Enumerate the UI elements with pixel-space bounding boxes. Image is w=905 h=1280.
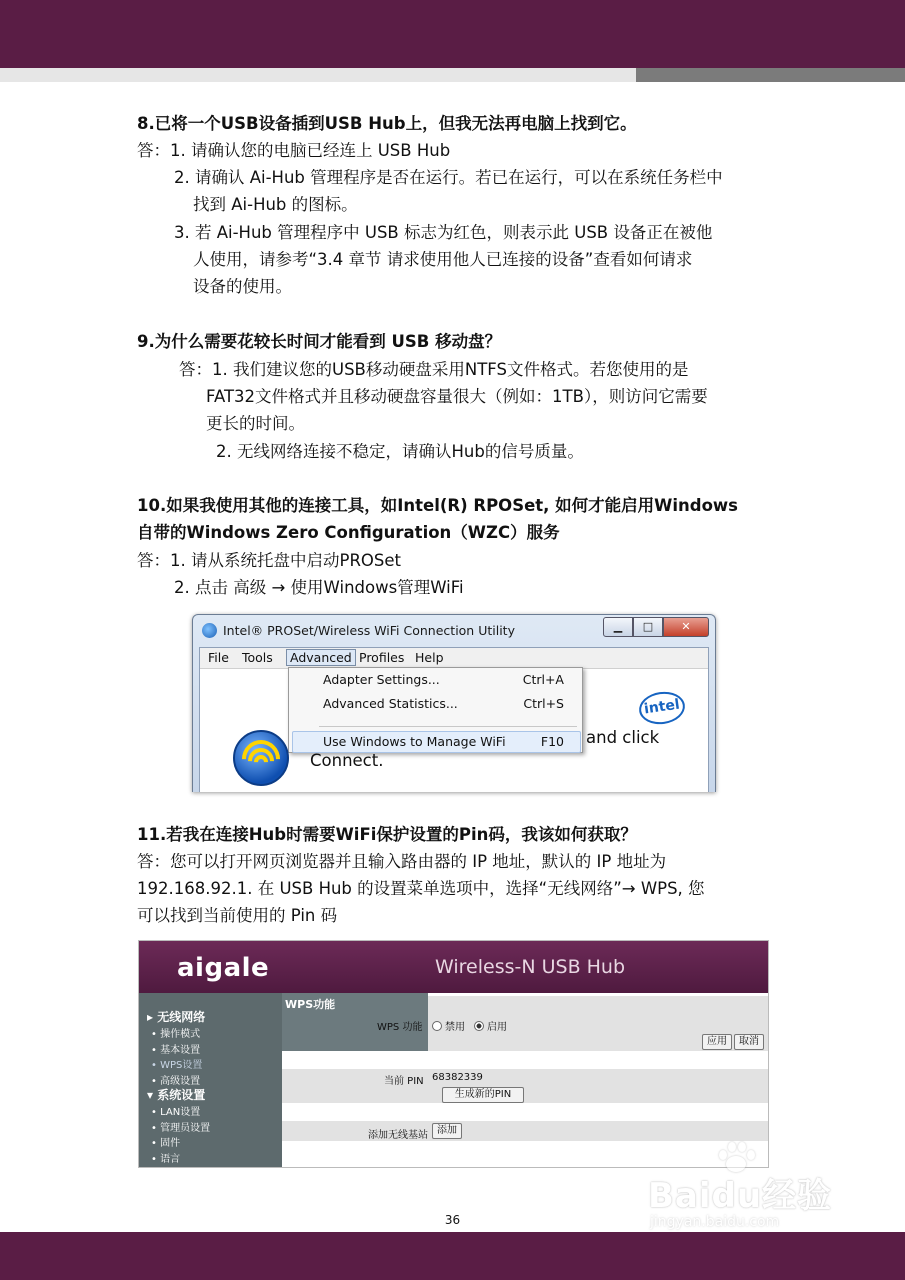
q8-answer-2b: 找到 Ai-Hub 的图标。: [193, 195, 358, 214]
sidebar-section-wireless[interactable]: ▸ 无线网络: [147, 1010, 206, 1024]
shortcut-ctrl-a: Ctrl+A: [522, 672, 564, 687]
header-band: [0, 0, 905, 68]
intel-logo: intel: [637, 689, 687, 727]
sidebar-section-system-label: 系统设置: [157, 1088, 206, 1102]
sidebar-section-system[interactable]: ▾ 系统设置: [147, 1088, 206, 1102]
proset-app-icon: [202, 623, 217, 638]
generate-pin-button[interactable]: 生成新的PIN: [442, 1087, 524, 1103]
q9-title: 9.为什么需要花较长时间才能看到 USB 移动盘？: [137, 332, 502, 351]
q9-answer-1: 答：1. 我们建议您的USB移动硬盘采用NTFS文件格式。若您使用的是: [179, 360, 689, 379]
sidebar-item-label: LAN设置: [160, 1107, 201, 1118]
sidebar-item-admin[interactable]: • 管理员设置: [151, 1123, 211, 1134]
sidebar-section-wireless-label: 无线网络: [157, 1010, 206, 1024]
maximize-icon[interactable]: □: [633, 617, 663, 637]
proset-body-text-1: and click: [586, 728, 660, 747]
q11-answer-1b: 192.168.92.1. 在 USB Hub 的设置菜单选项中，选择“无线网络”→ WPS, 您: [137, 879, 705, 898]
pin-row: [282, 1069, 768, 1103]
page-number: 36: [444, 1213, 461, 1227]
q10-answer-2: 2. 点击 高级 → 使用Windows管理WiFi: [174, 578, 464, 597]
q10-title: 10.如果我使用其他的连接工具，如Intel(R) RPOSet, 如何才能启用Windows: [137, 496, 738, 515]
proset-window-title: Intel® PROSet/Wireless WiFi Connection Utility: [223, 623, 515, 638]
pin-value: 68382339: [432, 1072, 483, 1083]
proset-body-text-2: Connect.: [310, 751, 384, 770]
q8-answer-3b: 人使用，请参考“3.4 章节 请求使用他人已连接的设备”查看如何请求: [193, 250, 693, 269]
shortcut-ctrl-s: Ctrl+S: [523, 696, 564, 711]
apply-button[interactable]: 应用: [702, 1034, 732, 1050]
router-product-title: Wireless-N USB Hub: [435, 956, 626, 978]
pin-label: 当前 PIN: [384, 1076, 424, 1087]
menu-item-adapter-settings[interactable]: Adapter Settings...: [323, 672, 440, 687]
proset-menubar: [200, 648, 708, 669]
advanced-dropdown: [288, 667, 583, 753]
router-admin-screenshot: [138, 940, 769, 1168]
watermark-sub: jingyan.baidu.com: [650, 1214, 780, 1230]
minimize-icon[interactable]: ▁: [603, 617, 633, 637]
menu-item-advanced-statistics[interactable]: Advanced Statistics...: [323, 696, 458, 711]
q8-answer-3c: 设备的使用。: [193, 277, 292, 296]
shortcut-f10: F10: [540, 734, 564, 749]
menu-help[interactable]: Help: [415, 650, 444, 665]
q10-title-b: 自带的Windows Zero Configuration（WZC）服务: [137, 523, 560, 542]
close-icon[interactable]: ✕: [663, 617, 709, 637]
sidebar-item-op-mode[interactable]: • 操作模式: [151, 1029, 201, 1040]
radio-disable[interactable]: [432, 1021, 442, 1031]
q9-answer-2: 2. 无线网络连接不稳定，请确认Hub的信号质量。: [216, 442, 584, 461]
menu-separator: [319, 726, 577, 727]
q11-answer-1: 答：您可以打开网页浏览器并且输入路由器的 IP 地址，默认的 IP 地址为: [137, 852, 667, 871]
sidebar-item-lan[interactable]: • LAN设置: [151, 1107, 201, 1118]
menu-item-use-windows-wifi[interactable]: Use Windows to Manage WiFi: [323, 734, 506, 749]
q11-answer-1c: 可以找到当前使用的 Pin 码: [137, 906, 338, 925]
header-rule-dark: [636, 68, 905, 82]
add-button[interactable]: 添加: [432, 1123, 462, 1139]
footer-band: [0, 1232, 905, 1280]
sidebar-item-label: WPS设置: [160, 1060, 203, 1071]
sidebar-item-firmware[interactable]: • 固件: [151, 1138, 181, 1149]
sidebar-item-advanced[interactable]: • 高级设置: [151, 1076, 201, 1087]
sidebar-item-language[interactable]: • 语言: [151, 1154, 181, 1165]
wps-enable-label: 启用: [487, 1022, 507, 1033]
q10-answer-1: 答：1. 请从系统托盘中启动PROSet: [137, 551, 401, 570]
wifi-icon: [233, 730, 289, 786]
watermark-main: Baidu经验: [648, 1176, 833, 1216]
wps-enable-option[interactable]: [474, 1018, 507, 1033]
q8-answer-1: 答：1. 请确认您的电脑已经连上 USB Hub: [137, 141, 451, 160]
add-station-label: 添加无线基站: [368, 1130, 428, 1141]
wps-disable-label: 禁用: [445, 1022, 465, 1033]
cancel-button[interactable]: 取消: [734, 1034, 764, 1050]
sidebar-item-label: 高级设置: [160, 1076, 201, 1087]
window-controls: [603, 617, 709, 637]
menu-profiles[interactable]: Profiles: [359, 650, 405, 665]
proset-window: [192, 614, 716, 792]
add-station-row: [282, 1121, 768, 1141]
sidebar-item-label: 操作模式: [160, 1029, 201, 1040]
q9-answer-1c: 更长的时间。: [206, 414, 305, 433]
menu-file[interactable]: File: [208, 650, 229, 665]
router-sidebar: [139, 993, 282, 1167]
sidebar-item-label: 基本设置: [160, 1045, 201, 1056]
wps-section-title: WPS功能: [285, 998, 336, 1011]
wps-label: WPS 功能: [377, 1022, 423, 1033]
q8-title: 8.已将一个USB设备插到USB Hub上，但我无法再电脑上找到它。: [137, 114, 637, 133]
aigale-logo: aigale: [177, 953, 270, 983]
sidebar-item-wps[interactable]: • WPS设置: [151, 1060, 203, 1071]
header-rule-light: [0, 68, 636, 82]
sidebar-item-label: 固件: [160, 1138, 181, 1149]
radio-enable[interactable]: [474, 1021, 484, 1031]
proset-body: [199, 647, 709, 792]
sidebar-item-label: 语言: [160, 1154, 181, 1165]
router-header: [139, 941, 768, 993]
q11-title: 11.若我在连接Hub时需要WiFi保护设置的Pin码，我该如何获取？: [137, 825, 637, 844]
q8-answer-2: 2. 请确认 Ai-Hub 管理程序是否在运行。若已在运行，可以在系统任务栏中: [174, 168, 723, 187]
q9-answer-1b: FAT32文件格式并且移动硬盘容量很大（例如：1TB），则访问它需要: [206, 387, 708, 406]
sidebar-item-basic[interactable]: • 基本设置: [151, 1045, 201, 1056]
sidebar-item-label: 管理员设置: [160, 1123, 211, 1134]
q8-answer-3: 3. 若 Ai-Hub 管理程序中 USB 标志为红色，则表示此 USB 设备正在被他: [174, 223, 713, 242]
menu-advanced[interactable]: Advanced: [286, 649, 356, 666]
menu-tools[interactable]: Tools: [242, 650, 273, 665]
wps-disable-option[interactable]: [432, 1018, 465, 1033]
